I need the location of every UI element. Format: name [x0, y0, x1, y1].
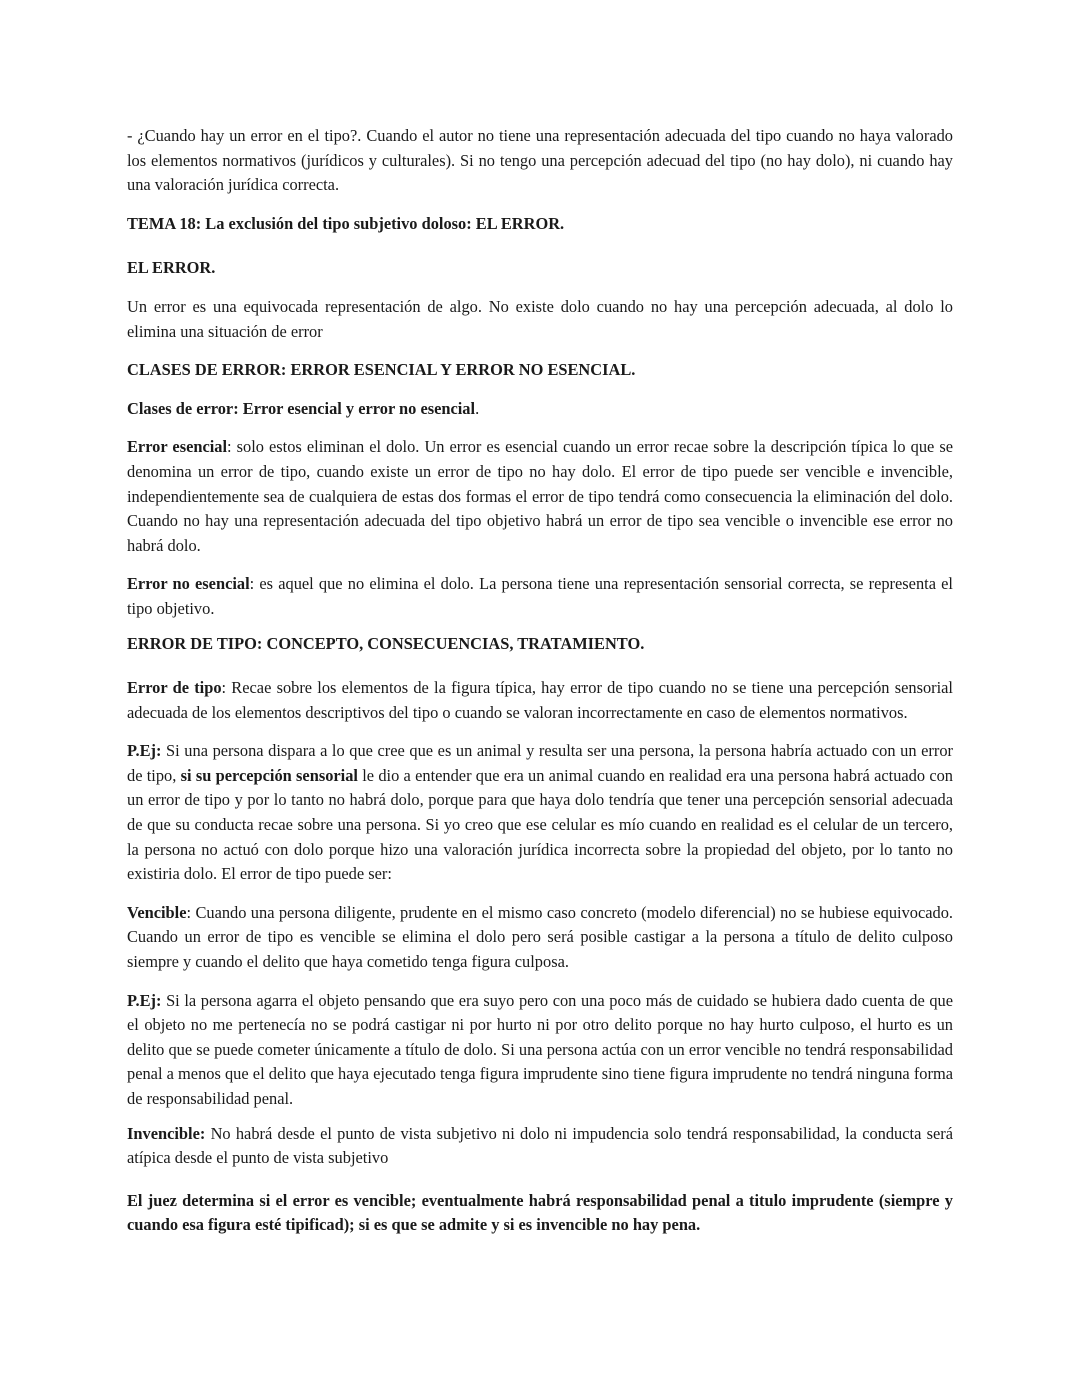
ejemplo-1-bold-phrase: si su percepción sensorial — [180, 765, 358, 785]
clases-heading: CLASES DE ERROR: ERROR ESENCIAL Y ERROR NO ESENCIAL. — [127, 360, 636, 380]
el-error-paragraph: Un error es una equivocada representación de algo. No existe dolo cuando no hay una percepción adecuada, al dolo lo elimina una situación de error — [127, 296, 953, 341]
ejemplo-1-label: P.Ej: — [127, 741, 162, 761]
vencible-paragraph — [127, 901, 953, 975]
document-page — [127, 124, 953, 1238]
error-no-esencial-paragraph — [127, 572, 953, 621]
error-esencial-label: Error esencial — [127, 437, 228, 457]
ejemplo-1-text-a: Si una persona dispara a lo que cree que es un animal y resulta ser una persona, la persona habría actuado con un error de tipo, — [127, 741, 953, 785]
error-esencial-paragraph — [127, 435, 953, 558]
error-esencial-text: : solo estos eliminan el dolo. Un error es esencial cuando un error recae sobre la descripción típica lo que se denomina un error de tipo, cuando existe un error de tipo no hay dolo. El error de tipo puede ser vencible e invencible, independientemente sea de cualquiera de estas dos formas el error de tipo tendrá como consecuencia la eliminación del dolo. Cuando no hay una representación adecuada del tipo objetivo habrá un error de tipo sea vencible o invencible ese error no habrá dolo. — [127, 437, 953, 555]
invencible-label: Invencible: — [127, 1123, 206, 1143]
ejemplo-2-paragraph — [127, 989, 953, 1112]
ejemplo-2-label: P.Ej: — [127, 990, 162, 1010]
ejemplo-1-paragraph — [127, 739, 953, 887]
invencible-text: No habrá desde el punto de vista subjetivo ni dolo ni impudencia solo tendrá responsabilidad, la conducta será atípica desde el punto de vista subjetivo — [127, 1123, 953, 1168]
intro-paragraph: - ¿Cuando hay un error en el tipo?. Cuando el autor no tiene una representación adecuada del tipo cuando no haya valorado los elementos normativos (jurídicos y culturales). Si no tengo una percepción adecuad del tipo (no hay dolo), ni cuando hay una valoración jurídica correcta. — [127, 126, 953, 195]
error-no-esencial-label: Error no esencial — [127, 574, 250, 594]
clases-subheading-period: . — [475, 398, 480, 418]
tema-title: TEMA 18: La exclusión del tipo subjetivo doloso: EL ERROR. — [127, 213, 565, 233]
ejemplo-1-text-b: le dio a entender que era un animal cuando en realidad era una persona habrá actuado con un error de tipo y por lo tanto no habrá dolo, porque para que haya dolo tendría que tener una percepción sensorial adecuada de que su conducta recae sobre una persona. Si yo creo que ese celular es mío cuando en realidad es el celular de un tercero, la persona no actuó con dolo porque hizo una valoración jurídica incorrecta sobre la propiedad del objeto, por lo tanto no existiria dolo. El error de tipo puede ser: — [127, 765, 953, 884]
vencible-label: Vencible — [127, 902, 187, 922]
error-tipo-heading: ERROR DE TIPO: CONCEPTO, CONSECUENCIAS, TRATAMIENTO. — [127, 633, 645, 653]
clases-subheading — [127, 397, 953, 422]
invencible-paragraph — [127, 1122, 953, 1171]
error-tipo-text: : Recae sobre los elementos de la figura típica, hay error de tipo cuando no se tiene una percepción sensorial adecuada de los elementos descriptivos del tipo o cuando se valoran incorrectamente en caso de elementos normativos. — [127, 678, 953, 722]
conclusion-paragraph: El juez determina si el error es vencible; eventualmente habrá responsabilidad penal a titulo imprudente (siempre y cuando esa figura esté tipificad); si es que se admite y si es invencible no hay pena. — [127, 1190, 953, 1235]
error-no-esencial-text: : es aquel que no elimina el dolo. La persona tiene una representación sensorial correcta, se representa el tipo objetivo. — [127, 574, 953, 618]
error-tipo-label: Error de tipo — [127, 678, 222, 698]
error-tipo-paragraph — [127, 676, 953, 725]
ejemplo-2-text: Si la persona agarra el objeto pensando que era suyo pero con una poco más de cuidado se hubiera dado cuenta de que el objeto no me pertenecía no se podrá castigar ni por hurto ni por otro delito porque no hay hurto culposo, el hurto es un delito que se puede cometer únicamente a título de dolo. Si una persona actúa con un error vencible no tendrá responsabilidad penal a menos que el delito que haya ejecutado tenga figura imprudente sino tiene figura imprudente no tendrá ninguna forma de responsabilidad penal. — [127, 990, 953, 1108]
clases-subheading-text: Clases de error: Error esencial y error no esencial — [127, 398, 476, 418]
vencible-text: : Cuando una persona diligente, prudente en el mismo caso concreto (modelo diferencial) no se hubiese equivocado. Cuando un error de tipo es vencible se elimina el dolo pero será posible castigar a la persona a título de delito culposo siempre y cuando el delito que haya cometido tenga figura culposa. — [127, 902, 953, 972]
el-error-heading: EL ERROR. — [127, 258, 216, 278]
